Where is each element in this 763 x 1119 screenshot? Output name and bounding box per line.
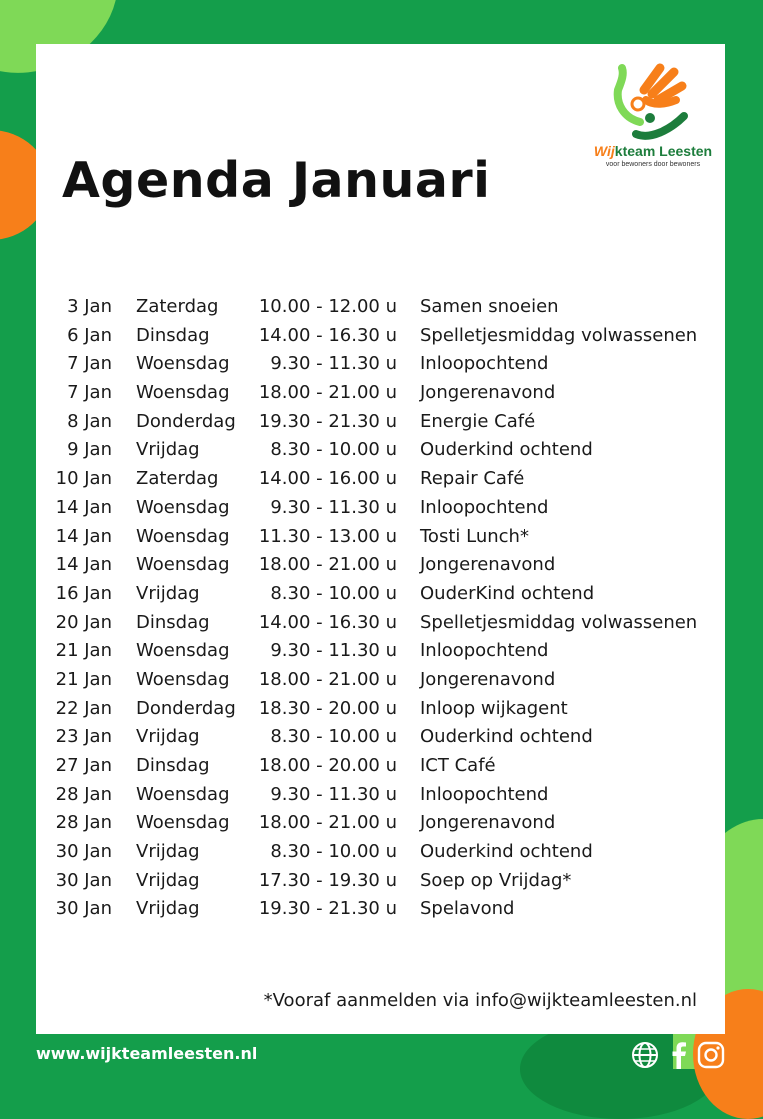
agenda-day: Woensdag bbox=[136, 640, 230, 662]
agenda-row bbox=[36, 552, 725, 581]
agenda-row bbox=[36, 667, 725, 696]
agenda-date: 14 Jan bbox=[55, 525, 112, 547]
agenda-event: Samen snoeien bbox=[420, 296, 559, 317]
agenda-row bbox=[36, 810, 725, 839]
agenda-row bbox=[36, 868, 725, 897]
agenda-day: Donderdag bbox=[136, 697, 236, 719]
agenda-time: 19.30 - 21.30 u bbox=[258, 410, 397, 432]
agenda-day: Donderdag bbox=[136, 410, 236, 432]
agenda-row bbox=[36, 839, 725, 868]
agenda-row bbox=[36, 610, 725, 639]
agenda-event: Inloopochtend bbox=[420, 496, 549, 518]
facebook-icon[interactable] bbox=[664, 1040, 694, 1070]
agenda-event: Jongerenavond bbox=[420, 554, 556, 576]
agenda-date: 9 Jan bbox=[67, 439, 112, 461]
logo bbox=[588, 60, 718, 180]
agenda-row bbox=[36, 409, 725, 438]
agenda-day: Vrijdag bbox=[136, 439, 200, 461]
agenda-day: Woensdag bbox=[136, 353, 230, 375]
agenda-event: Ouderkind ochtend bbox=[420, 841, 593, 863]
agenda-date: 23 Jan bbox=[55, 726, 112, 748]
website-link[interactable]: www.wijkteamleesten.nl bbox=[36, 1044, 258, 1063]
agenda-day: Vrijdag bbox=[136, 898, 200, 920]
agenda-event: ICT Café bbox=[420, 755, 496, 776]
agenda-time: 9.30 - 11.30 u bbox=[270, 783, 397, 805]
agenda-row bbox=[36, 581, 725, 610]
agenda-day: Woensdag bbox=[136, 554, 230, 576]
agenda-day: Vrijdag bbox=[136, 869, 200, 891]
agenda-row bbox=[36, 380, 725, 409]
agenda-date: 30 Jan bbox=[55, 898, 112, 920]
agenda-row bbox=[36, 896, 725, 925]
agenda-time: 18.00 - 20.00 u bbox=[258, 755, 397, 776]
agenda-day: Vrijdag bbox=[136, 582, 200, 604]
footnote: *Vooraf aanmelden via info@wijkteamleesten.nl bbox=[263, 990, 697, 1011]
agenda-time: 18.00 - 21.00 u bbox=[258, 554, 397, 576]
agenda-event: Jongerenavond bbox=[420, 668, 556, 690]
agenda-time: 19.30 - 21.30 u bbox=[258, 898, 397, 920]
agenda-day: Zaterdag bbox=[136, 468, 219, 490]
agenda-day: Vrijdag bbox=[136, 726, 200, 748]
agenda-row bbox=[36, 466, 725, 495]
logo-name: Wijkteam Leesten bbox=[593, 143, 713, 159]
agenda-row bbox=[36, 782, 725, 811]
agenda-date: 7 Jan bbox=[67, 353, 112, 375]
agenda-event: Soep op Vrijdag* bbox=[420, 869, 572, 891]
agenda-event: Jongerenavond bbox=[420, 812, 556, 834]
agenda-event: Inloopochtend bbox=[420, 783, 549, 805]
agenda-day: Dinsdag bbox=[136, 324, 210, 346]
agenda-day: Woensdag bbox=[136, 382, 230, 404]
agenda-row bbox=[36, 753, 725, 782]
agenda-date: 10 Jan bbox=[55, 468, 112, 490]
agenda-event: Energie Café bbox=[420, 410, 536, 432]
instagram-icon[interactable] bbox=[696, 1040, 726, 1070]
agenda-date: 7 Jan bbox=[67, 382, 112, 404]
agenda-time: 18.00 - 21.00 u bbox=[258, 668, 397, 690]
agenda-time: 9.30 - 11.30 u bbox=[270, 640, 397, 662]
agenda-time: 11.30 - 13.00 u bbox=[258, 525, 397, 547]
agenda-day: Woensdag bbox=[136, 783, 230, 805]
agenda-day: Woensdag bbox=[136, 812, 230, 834]
agenda-row bbox=[36, 437, 725, 466]
agenda-event: Inloopochtend bbox=[420, 640, 549, 662]
agenda-day: Woensdag bbox=[136, 668, 230, 690]
agenda-day: Dinsdag bbox=[136, 755, 210, 776]
agenda-row bbox=[36, 323, 725, 352]
agenda-day: Woensdag bbox=[136, 496, 230, 518]
logo-tagline: voor bewoners door bewoners bbox=[605, 161, 701, 168]
agenda-row bbox=[36, 638, 725, 667]
page-title: Agenda Januari bbox=[62, 152, 491, 209]
globe-icon[interactable] bbox=[630, 1040, 660, 1070]
agenda-event: Ouderkind ochtend bbox=[420, 439, 593, 461]
agenda-date: 3 Jan bbox=[67, 296, 112, 317]
agenda-day: Vrijdag bbox=[136, 841, 200, 863]
agenda-row bbox=[36, 724, 725, 753]
agenda-date: 21 Jan bbox=[55, 640, 112, 662]
agenda-time: 14.00 - 16.00 u bbox=[258, 468, 397, 490]
agenda-card bbox=[36, 44, 725, 1034]
agenda-row bbox=[36, 294, 725, 323]
agenda-row bbox=[36, 351, 725, 380]
agenda-event: OuderKind ochtend bbox=[420, 582, 595, 604]
agenda-time: 8.30 - 10.00 u bbox=[270, 582, 397, 604]
agenda-date: 30 Jan bbox=[55, 841, 112, 863]
agenda-time: 17.30 - 19.30 u bbox=[258, 869, 397, 891]
agenda-time: 14.00 - 16.30 u bbox=[258, 324, 397, 346]
agenda-time: 18.00 - 21.00 u bbox=[258, 812, 397, 834]
agenda-date: 28 Jan bbox=[55, 812, 112, 834]
agenda-time: 18.30 - 20.00 u bbox=[258, 697, 397, 719]
agenda-event: Jongerenavond bbox=[420, 382, 556, 404]
agenda-row bbox=[36, 495, 725, 524]
agenda-date: 27 Jan bbox=[55, 755, 112, 776]
agenda-day: Woensdag bbox=[136, 525, 230, 547]
agenda-date: 22 Jan bbox=[55, 697, 112, 719]
agenda-event: Ouderkind ochtend bbox=[420, 726, 593, 748]
agenda-date: 8 Jan bbox=[67, 410, 112, 432]
agenda-date: 14 Jan bbox=[55, 496, 112, 518]
agenda-event: Repair Café bbox=[420, 468, 525, 490]
agenda-event: Inloop wijkagent bbox=[420, 697, 568, 719]
agenda-time: 14.00 - 16.30 u bbox=[258, 611, 397, 633]
agenda-row bbox=[36, 696, 725, 725]
agenda-date: 16 Jan bbox=[55, 582, 112, 604]
agenda-event: Spelletjesmiddag volwassenen bbox=[420, 611, 698, 633]
agenda-time: 10.00 - 12.00 u bbox=[258, 296, 397, 317]
agenda-list bbox=[36, 294, 725, 925]
agenda-date: 14 Jan bbox=[55, 554, 112, 576]
agenda-date: 28 Jan bbox=[55, 783, 112, 805]
agenda-date: 6 Jan bbox=[67, 324, 112, 346]
agenda-time: 8.30 - 10.00 u bbox=[270, 726, 397, 748]
agenda-event: Spelletjesmiddag volwassenen bbox=[420, 324, 698, 346]
agenda-event: Spelavond bbox=[420, 898, 515, 920]
agenda-date: 21 Jan bbox=[55, 668, 112, 690]
agenda-day: Dinsdag bbox=[136, 611, 210, 633]
agenda-date: 20 Jan bbox=[55, 611, 112, 633]
agenda-time: 18.00 - 21.00 u bbox=[258, 382, 397, 404]
agenda-day: Zaterdag bbox=[136, 296, 219, 317]
agenda-row bbox=[36, 524, 725, 553]
agenda-time: 8.30 - 10.00 u bbox=[270, 439, 397, 461]
agenda-event: Inloopochtend bbox=[420, 353, 549, 375]
agenda-event: Tosti Lunch* bbox=[420, 525, 529, 547]
agenda-time: 9.30 - 11.30 u bbox=[270, 496, 397, 518]
agenda-date: 30 Jan bbox=[55, 869, 112, 891]
agenda-time: 8.30 - 10.00 u bbox=[270, 841, 397, 863]
agenda-time: 9.30 - 11.30 u bbox=[270, 353, 397, 375]
logo-hand-icon bbox=[610, 60, 696, 140]
